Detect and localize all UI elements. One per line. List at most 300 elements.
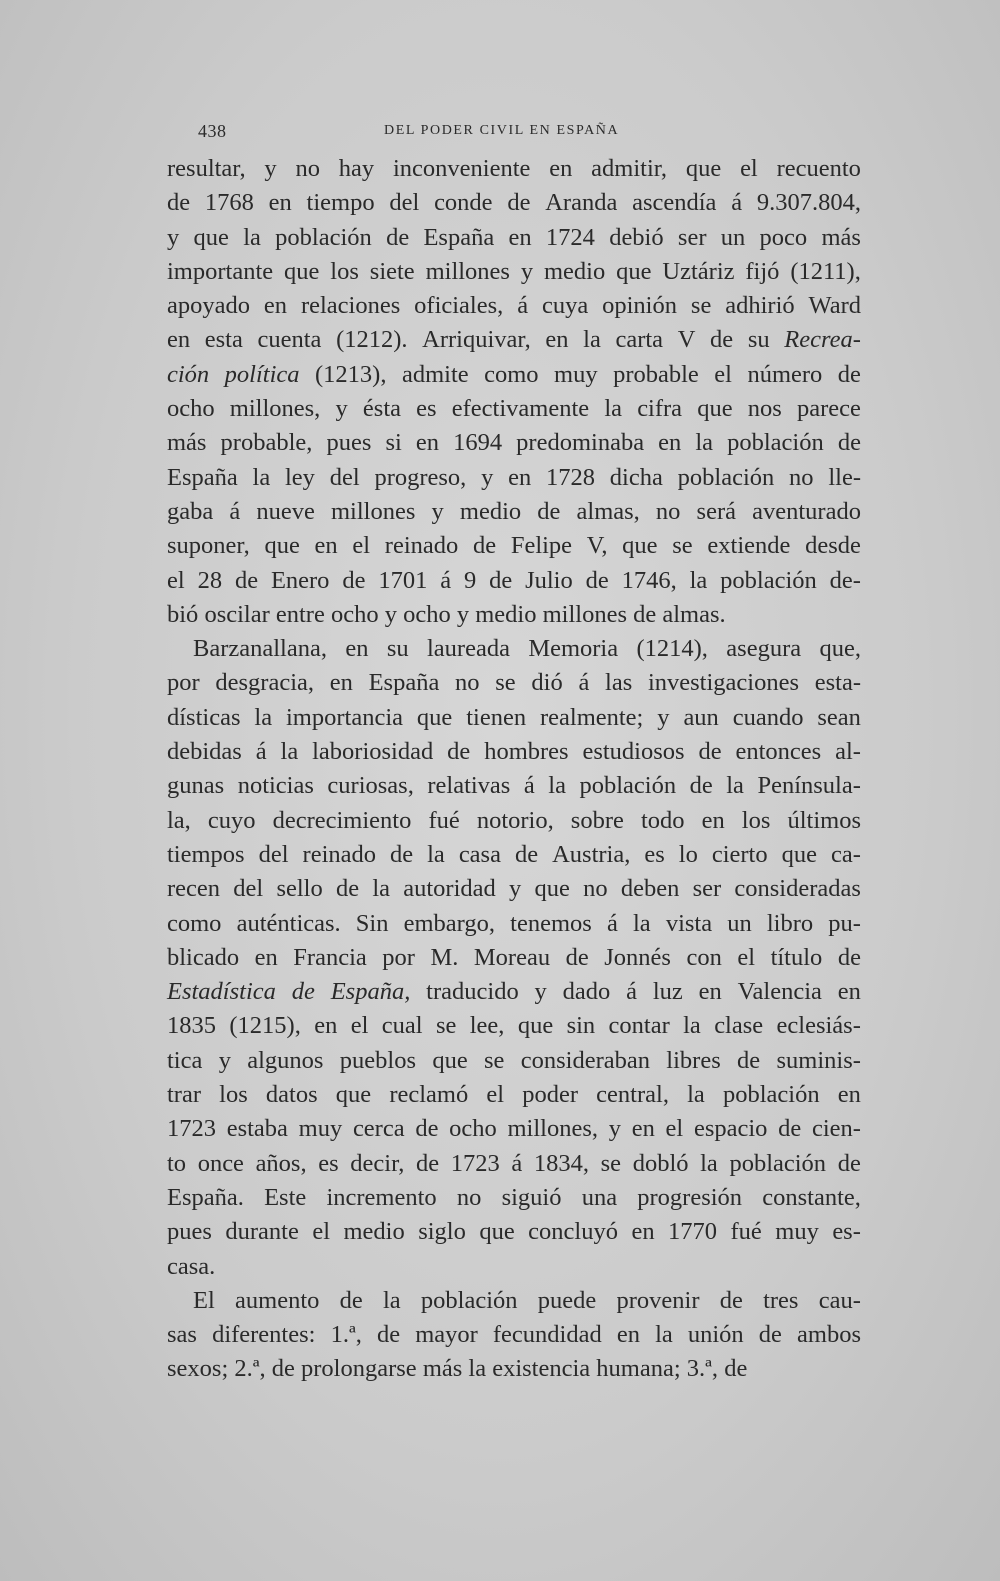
word: se xyxy=(690,292,712,320)
word: de xyxy=(758,1321,782,1349)
word: ésta xyxy=(362,395,401,423)
word: es- xyxy=(832,1218,861,1246)
word: 3.ª, xyxy=(686,1355,719,1383)
word: y xyxy=(456,600,470,628)
word: España. xyxy=(167,1183,244,1211)
word: es xyxy=(318,1149,339,1177)
page-header xyxy=(198,121,858,145)
word: medio xyxy=(343,1218,405,1246)
word: población xyxy=(677,463,775,491)
text-line xyxy=(167,564,861,598)
word: en xyxy=(254,943,278,971)
word: (1212). xyxy=(336,326,408,354)
word: de xyxy=(837,429,861,457)
word: como xyxy=(484,360,539,388)
word: deben xyxy=(620,875,680,903)
word: fué xyxy=(428,806,460,834)
word: de xyxy=(291,978,315,1006)
word: á xyxy=(229,497,241,525)
word: á xyxy=(440,566,452,594)
word: Austria, xyxy=(552,840,631,868)
word: España, xyxy=(330,978,411,1006)
word: de xyxy=(710,326,734,354)
word: que xyxy=(781,840,817,868)
text-line xyxy=(167,907,861,941)
word: admite xyxy=(401,360,469,388)
word: dió xyxy=(531,669,563,697)
word: pu- xyxy=(828,909,861,937)
word: sin xyxy=(566,1012,596,1040)
word: provenir xyxy=(616,1286,700,1314)
word: cierto xyxy=(711,840,768,868)
word: ocho xyxy=(403,600,451,628)
word: progreso, xyxy=(374,463,467,491)
word: noticias xyxy=(237,772,314,800)
word: la xyxy=(243,223,261,251)
word: 1723 xyxy=(450,1149,500,1177)
word: el xyxy=(665,1115,684,1143)
word: laureada xyxy=(426,635,510,663)
word: tienen xyxy=(466,703,527,731)
word: medio xyxy=(544,257,606,285)
word: probable xyxy=(613,360,699,388)
word: sas xyxy=(167,1321,197,1349)
word: libro xyxy=(766,909,814,937)
word: cuando xyxy=(732,703,804,731)
text-line xyxy=(167,1009,861,1043)
word: en xyxy=(658,429,682,457)
word: pues xyxy=(167,1218,212,1246)
word: lee, xyxy=(469,1012,505,1040)
word: de xyxy=(837,360,861,388)
word: V, xyxy=(586,532,608,560)
word: ocho xyxy=(330,600,379,628)
word: no xyxy=(655,497,681,525)
word: se xyxy=(484,1046,505,1074)
word: la xyxy=(254,703,273,731)
word: entonces xyxy=(735,738,822,766)
word: sexos; xyxy=(167,1355,229,1383)
word: que xyxy=(416,703,453,731)
word: dicha xyxy=(609,463,663,491)
word: diferentes: xyxy=(212,1321,316,1349)
word: lle- xyxy=(828,463,861,491)
word: Moreau xyxy=(473,943,551,971)
word: será xyxy=(696,497,736,525)
word: vista xyxy=(665,909,713,937)
word: millones xyxy=(542,600,627,628)
word: la xyxy=(632,909,651,937)
word: y xyxy=(218,1046,231,1074)
word: trar xyxy=(167,1081,201,1109)
text-line xyxy=(167,461,861,495)
word: 1835 xyxy=(167,1012,216,1040)
word: prolongarse xyxy=(301,1355,417,1383)
word: la xyxy=(468,1355,487,1383)
word: poder xyxy=(522,1081,579,1109)
word: siglo xyxy=(418,1218,466,1246)
text-line xyxy=(167,1078,861,1112)
word: el xyxy=(350,1012,369,1040)
word: y xyxy=(335,395,348,423)
word: ascendía xyxy=(632,189,717,217)
word: que xyxy=(697,395,733,423)
word: de xyxy=(335,875,360,903)
word: extiende xyxy=(707,532,791,560)
word: auténticas. xyxy=(236,909,341,937)
word: en xyxy=(415,429,440,457)
word: libres xyxy=(666,1046,721,1074)
word: resultar, xyxy=(167,155,246,182)
word: estaba xyxy=(226,1115,288,1143)
text-line xyxy=(167,598,861,632)
word: de xyxy=(342,566,366,594)
word: y xyxy=(608,1115,621,1143)
word: de xyxy=(447,738,471,766)
word: Recrea- xyxy=(784,326,861,354)
word: no xyxy=(455,669,480,697)
text-line xyxy=(167,186,861,220)
word: cerca xyxy=(352,1115,405,1143)
word: su xyxy=(386,635,409,663)
word: población xyxy=(420,1286,518,1314)
text-line xyxy=(167,1181,861,1215)
text-line xyxy=(167,1318,861,1352)
word: de xyxy=(339,1286,363,1314)
word: de- xyxy=(829,566,861,594)
word: Enero xyxy=(270,566,330,594)
word: mayor xyxy=(415,1321,478,1349)
running-title: DEL PODER CIVIL EN ESPAÑA xyxy=(384,123,620,138)
word: en xyxy=(631,1218,655,1246)
word: cuenta xyxy=(257,326,322,354)
word: que xyxy=(284,257,320,285)
word: 1770 xyxy=(668,1218,718,1246)
word: nos xyxy=(747,395,782,423)
word: población xyxy=(727,429,824,457)
word: que xyxy=(193,223,229,251)
word: población xyxy=(722,1081,820,1109)
word: ocho xyxy=(449,1115,497,1143)
word: debidas xyxy=(167,738,242,766)
word: tica xyxy=(167,1046,203,1074)
word: sobre xyxy=(570,806,624,834)
word: á xyxy=(255,738,267,766)
word: en xyxy=(631,1115,655,1143)
word: de xyxy=(724,1355,748,1383)
word: en xyxy=(508,463,532,491)
word: 1724 xyxy=(545,223,595,251)
word: Uztáriz xyxy=(662,257,735,285)
word: 1834, xyxy=(533,1149,590,1177)
word: población xyxy=(579,772,677,800)
text-line xyxy=(167,495,861,529)
word: los xyxy=(219,1081,248,1109)
word: el xyxy=(352,532,371,560)
text-line xyxy=(167,323,861,357)
word: por xyxy=(167,669,200,697)
word: estudiosos xyxy=(582,738,685,766)
word: hay xyxy=(338,155,375,182)
word: en xyxy=(549,155,573,182)
word: conde xyxy=(434,189,493,217)
word: la xyxy=(687,1081,705,1109)
word: Memoria xyxy=(528,635,619,663)
word: un xyxy=(727,909,752,937)
word: y xyxy=(264,155,277,182)
text-line xyxy=(167,1250,861,1284)
word: en xyxy=(698,978,722,1006)
word: reinado xyxy=(384,532,459,560)
word: Ward xyxy=(808,292,861,320)
text-line xyxy=(167,941,861,975)
word: el xyxy=(737,943,756,971)
text-line xyxy=(167,838,861,872)
word: de xyxy=(507,189,531,217)
word: 9.307.804, xyxy=(756,189,861,217)
word: del xyxy=(389,189,420,217)
word: y xyxy=(167,223,180,251)
word: ley xyxy=(285,463,315,491)
word: pueblos xyxy=(339,1046,416,1074)
word: el xyxy=(740,155,758,182)
word: muy xyxy=(298,1115,343,1143)
word: 28 xyxy=(197,566,223,594)
word: parece xyxy=(797,395,861,423)
word: al- xyxy=(835,738,861,766)
word: realmente; xyxy=(539,703,644,731)
word: no xyxy=(583,875,608,903)
word: incremento xyxy=(326,1183,437,1211)
word: la xyxy=(700,1149,718,1177)
word: en xyxy=(345,635,369,663)
word: datos xyxy=(265,1081,318,1109)
word: si xyxy=(385,429,402,457)
word: como xyxy=(167,909,222,937)
word: la xyxy=(683,1012,701,1040)
word: admitir, xyxy=(591,155,668,182)
word: que, xyxy=(819,635,861,663)
word: del xyxy=(258,840,289,868)
word: 1768 xyxy=(204,189,254,217)
word: inconveniente xyxy=(392,155,531,182)
word: V xyxy=(677,326,696,354)
word: no xyxy=(295,155,320,182)
word: un xyxy=(720,223,746,251)
word: once xyxy=(197,1149,244,1177)
word: del xyxy=(329,463,360,491)
word: siguió xyxy=(501,1183,562,1211)
word: á xyxy=(517,292,529,320)
word: millones xyxy=(331,497,416,525)
word: la xyxy=(583,326,601,354)
word: (1213), xyxy=(315,360,387,388)
word: humana; xyxy=(596,1355,681,1383)
word: ser xyxy=(692,875,722,903)
word: de xyxy=(778,1115,802,1143)
word: en xyxy=(616,1321,640,1349)
text-line xyxy=(167,1352,861,1386)
word: ca- xyxy=(831,840,861,868)
word: cuya xyxy=(541,292,589,320)
word: algunos xyxy=(247,1046,324,1074)
word: opinión xyxy=(602,292,677,320)
word: desgracia, xyxy=(215,669,315,697)
text-line xyxy=(167,666,861,700)
word: recen xyxy=(167,875,221,903)
word: desde xyxy=(805,532,861,560)
word: el xyxy=(312,1218,331,1246)
word: medio xyxy=(459,497,522,525)
word: que xyxy=(622,532,658,560)
word: existencia xyxy=(492,1355,591,1383)
word: cuyo xyxy=(207,806,256,834)
word: gunas xyxy=(167,772,225,800)
word: de xyxy=(633,600,657,628)
word: poco xyxy=(759,223,808,251)
page-number: 438 xyxy=(198,121,227,141)
word: blicado xyxy=(167,943,240,971)
word: autoridad xyxy=(403,875,496,903)
word: de xyxy=(837,1149,861,1177)
word: espacio xyxy=(693,1115,768,1143)
word: sello xyxy=(276,875,323,903)
word: la xyxy=(655,1321,673,1349)
word: población xyxy=(275,223,372,251)
word: y xyxy=(431,497,444,525)
word: decrecimiento xyxy=(272,806,412,834)
word: reinado xyxy=(302,840,376,868)
word: curiosas, xyxy=(327,772,414,800)
text-line xyxy=(167,804,861,838)
word: años, xyxy=(255,1149,307,1177)
word: no xyxy=(789,463,814,491)
word: la xyxy=(604,395,623,423)
word: muy xyxy=(554,360,598,388)
word: la xyxy=(726,772,744,800)
word: todo xyxy=(640,806,685,834)
word: 1746, xyxy=(621,566,677,594)
word: de xyxy=(737,1046,761,1074)
word: de xyxy=(489,566,513,594)
word: Aranda xyxy=(545,189,618,217)
word: á xyxy=(606,909,618,937)
word: clase xyxy=(714,1012,764,1040)
word: el xyxy=(714,360,732,388)
word: debió xyxy=(609,223,664,251)
word: á xyxy=(511,1149,523,1177)
word: las xyxy=(605,669,633,697)
word: que xyxy=(685,155,722,182)
word: suminis- xyxy=(776,1046,861,1074)
word: constante, xyxy=(762,1183,861,1211)
word: Jonnés xyxy=(604,943,671,971)
word: más xyxy=(422,1355,463,1383)
word: medio xyxy=(475,600,537,628)
word: en xyxy=(268,189,292,217)
word: laboriosidad xyxy=(312,738,434,766)
word: su xyxy=(747,326,770,354)
word: en xyxy=(314,1012,338,1040)
word: esta- xyxy=(814,669,861,697)
word: luz xyxy=(652,978,683,1006)
word: dado xyxy=(562,978,611,1006)
word: la xyxy=(427,840,445,868)
word: de xyxy=(514,840,539,868)
text-line xyxy=(167,1215,861,1249)
word: 2.ª, xyxy=(234,1355,266,1383)
word: de xyxy=(415,1115,439,1143)
word: pues xyxy=(326,429,372,457)
word: 1728 xyxy=(546,463,596,491)
word: Barzanallana, xyxy=(193,635,327,663)
word: to xyxy=(167,1149,187,1177)
word: que xyxy=(335,1081,372,1109)
word: población xyxy=(720,566,817,594)
word: casa xyxy=(458,840,501,868)
word: eclesiás- xyxy=(776,1012,861,1040)
word: suponer, xyxy=(167,532,250,560)
word: millones, xyxy=(507,1115,599,1143)
word: de xyxy=(698,738,722,766)
word: que xyxy=(264,532,300,560)
word: Felipe xyxy=(510,532,573,560)
word: tiempos xyxy=(167,840,245,868)
word: aventurado xyxy=(752,497,861,525)
word: esta xyxy=(204,326,243,354)
word: una xyxy=(581,1183,618,1211)
word: importancia xyxy=(286,703,404,731)
word: progresión xyxy=(637,1183,743,1211)
word: y xyxy=(384,600,397,628)
word: (1211), xyxy=(790,257,861,285)
word: de xyxy=(537,497,561,525)
word: 1694 xyxy=(453,429,503,457)
word: cau- xyxy=(818,1286,861,1314)
word: en xyxy=(329,669,353,697)
word: que xyxy=(534,875,570,903)
word: consideradas xyxy=(734,875,861,903)
word: nueve xyxy=(256,497,315,525)
text-line xyxy=(167,255,861,289)
word: almas. xyxy=(662,600,726,628)
word: en xyxy=(837,1081,861,1109)
word: últimos xyxy=(787,806,861,834)
word: muy xyxy=(775,1218,819,1246)
word: oscilar xyxy=(204,600,270,628)
word: contar xyxy=(608,1012,670,1040)
word: reclamó xyxy=(389,1081,469,1109)
word: investigaciones xyxy=(647,669,800,697)
word: oficiales, xyxy=(414,292,504,320)
word: relaciones xyxy=(300,292,401,320)
word: la xyxy=(252,463,271,491)
text-line xyxy=(167,701,861,735)
word: (1215), xyxy=(229,1012,301,1040)
word: de xyxy=(585,566,609,594)
word: que xyxy=(432,1046,468,1074)
word: Estadística xyxy=(167,978,276,1006)
word: fecundidad xyxy=(492,1321,602,1349)
word: cien- xyxy=(811,1115,861,1143)
text-line xyxy=(167,152,861,186)
word: 1723 xyxy=(167,1115,216,1143)
text-line xyxy=(167,735,861,769)
word: y xyxy=(509,875,522,903)
word: la xyxy=(372,875,391,903)
word: número xyxy=(747,360,823,388)
word: M. xyxy=(430,943,459,971)
